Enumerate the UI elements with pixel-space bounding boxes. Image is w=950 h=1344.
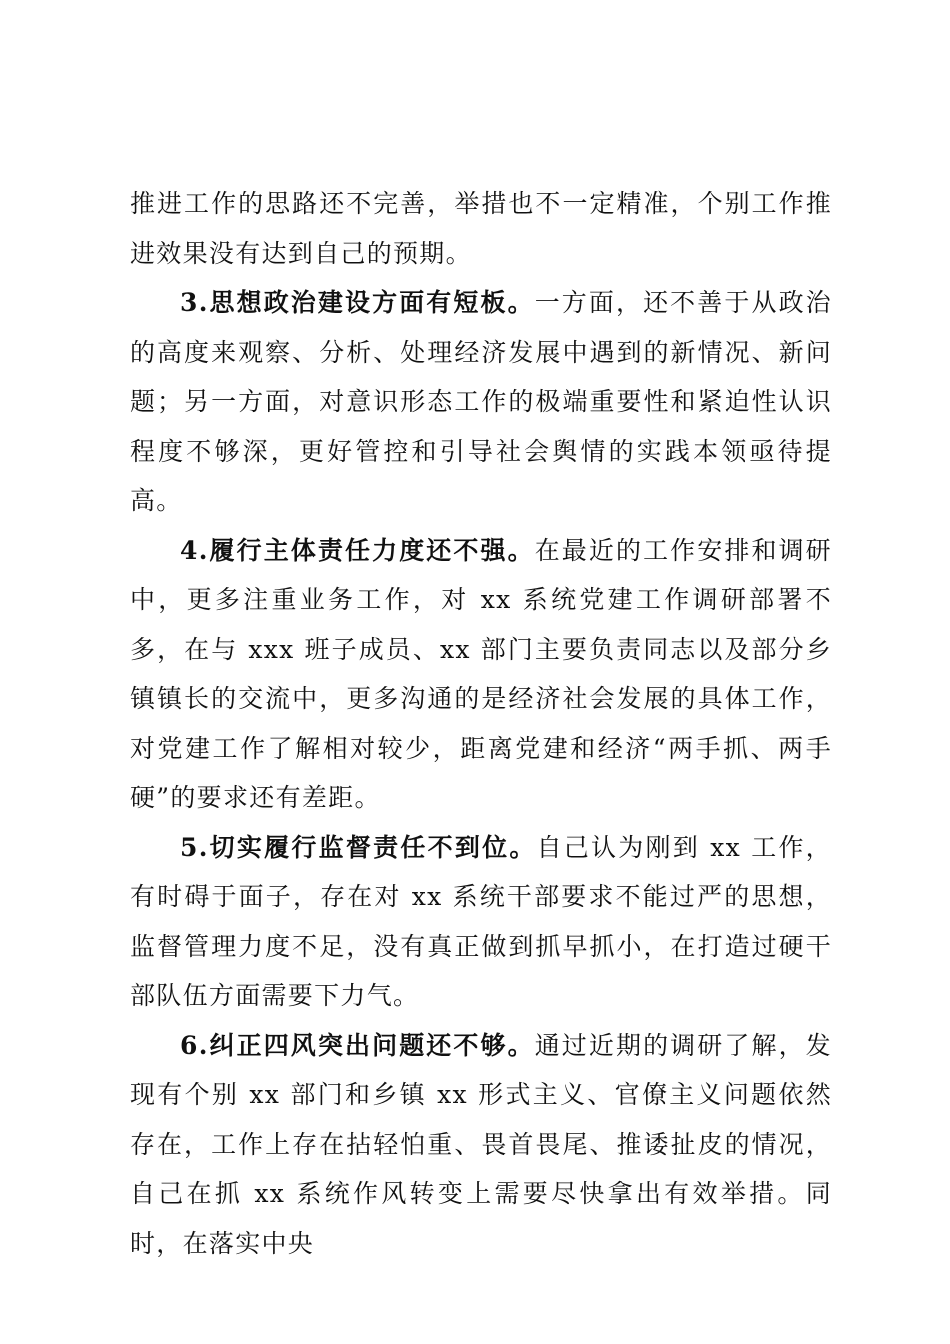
paragraph-text: 在最近的工作安排和调研中，更多注重业务工作，对 xx 系统党建工作调研部署不多，在与 xxx 班子成员、xx 部门主要负责同志以及部分乡镇镇长的交流中，更多沟通的是经济社会发展的具体工作，对党建工作了解相对较少，距离党建和经济“两手抓、两手硬”的要求还有差距。 bbox=[130, 535, 832, 812]
paragraph-heading: 4.履行主体责任力度还不强。 bbox=[180, 535, 535, 565]
paragraph-heading: 6.纠正四风突出问题还不够。 bbox=[180, 1030, 535, 1060]
paragraph-text: 自己认为刚到 xx 工作，有时碍于面子，存在对 xx 系统干部要求不能过严的思想，监督管理力度不足，没有真正做到抓早抓小，在打造过硬干部队伍方面需要下力气。 bbox=[130, 832, 832, 1010]
paragraph-item-6 bbox=[130, 1021, 832, 1269]
paragraph-heading: 5.切实履行监督责任不到位。 bbox=[180, 832, 537, 862]
paragraph-item-3 bbox=[130, 278, 832, 526]
paragraph-continuation bbox=[130, 179, 832, 278]
paragraph-item-4 bbox=[130, 526, 832, 823]
paragraph-item-5 bbox=[130, 823, 832, 1021]
paragraph-heading: 3.思想政治建设方面有短板。 bbox=[180, 288, 535, 317]
paragraph-text: 通过近期的调研了解，发现有个别 xx 部门和乡镇 xx 形式主义、官僚主义问题依然存在，工作上存在拈轻怕重、畏首畏尾、推诿扯皮的情况，自己在抓 xx 系统作风转变上需要尽快拿出有效举措。同时，在落实中央 bbox=[130, 1030, 832, 1258]
paragraph-text: 推进工作的思路还不完善，举措也不一定精准，个别工作推进效果没有达到自己的预期。 bbox=[130, 189, 832, 268]
document-body bbox=[130, 179, 832, 1268]
paragraph-text: 一方面，还不善于从政治的高度来观察、分析、处理经济发展中遇到的新情况、新问题；另一方面，对意识形态工作的极端重要性和紧迫性认识程度不够深，更好管控和引导社会舆情的实践本领亟待提高。 bbox=[130, 288, 832, 515]
